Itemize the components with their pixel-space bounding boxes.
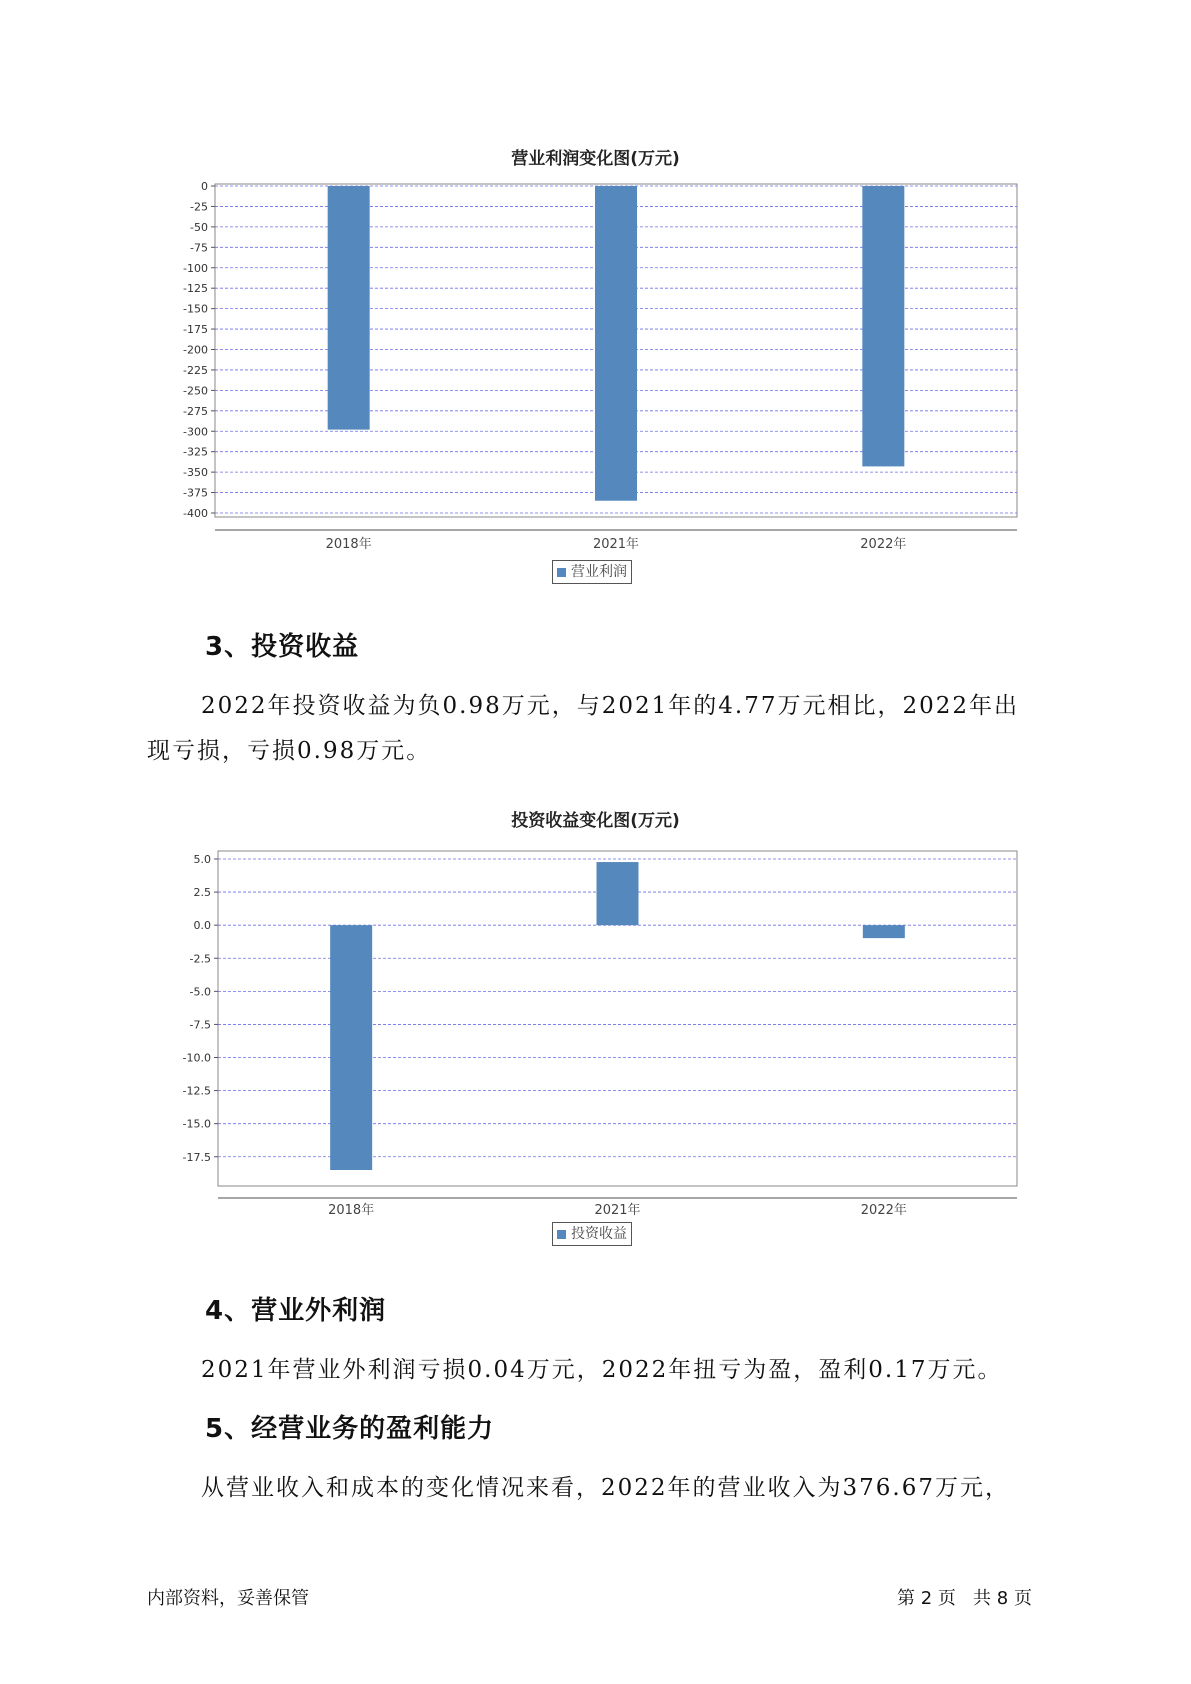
- legend-swatch: [557, 1230, 566, 1239]
- chart2-title: 投资收益变化图(万元): [511, 811, 680, 831]
- bar-2021年: [597, 862, 639, 925]
- y-tick-label: -25: [190, 200, 208, 214]
- chart2-legend-label: 投资收益: [571, 1226, 627, 1242]
- y-tick-label: 0.0: [193, 919, 211, 933]
- y-tick-label: -350: [183, 466, 208, 480]
- y-tick-label: -325: [183, 445, 208, 459]
- chart1-legend-label: 营业利润: [571, 564, 627, 580]
- section-3-paragraph-line1: 2022年投资收益为负0.98万元，与2021年的4.77万元相比，2022年出: [201, 693, 1020, 719]
- y-tick-label: -100: [183, 261, 208, 275]
- y-tick-label: -2.5: [189, 952, 211, 966]
- bar-2018年: [330, 925, 372, 1170]
- y-tick-label: -200: [183, 343, 208, 357]
- y-tick-label: -225: [183, 363, 208, 377]
- footer-confidential-note: 内部资料，妥善保管: [147, 1588, 309, 1609]
- chart1-title: 营业利润变化图(万元): [511, 149, 680, 169]
- y-tick-label: -7.5: [189, 1018, 211, 1032]
- y-tick-label: -50: [190, 220, 208, 234]
- section-4-heading: 4、营业外利润: [205, 1296, 387, 1326]
- bar-2022年: [863, 925, 905, 938]
- x-category-label: 2018年: [325, 537, 372, 552]
- x-category-label: 2022年: [860, 537, 907, 552]
- section-3-paragraph-line2: 现亏损，亏损0.98万元。: [147, 738, 432, 764]
- y-tick-label: -300: [183, 425, 208, 439]
- y-tick-label: -250: [183, 384, 208, 398]
- y-tick-label: -12.5: [182, 1084, 211, 1098]
- y-tick-label: -175: [183, 323, 208, 337]
- y-tick-label: -125: [183, 282, 208, 296]
- y-tick-label: -400: [183, 507, 208, 520]
- y-tick-label: -17.5: [182, 1150, 211, 1164]
- y-tick-label: -150: [183, 302, 208, 316]
- y-tick-label: -275: [183, 404, 208, 418]
- y-tick-label: 5.0: [193, 853, 211, 866]
- y-tick-label: -75: [190, 241, 208, 255]
- section-5-paragraph: 从营业收入和成本的变化情况来看，2022年的营业收入为376.67万元，: [201, 1475, 1011, 1501]
- x-category-label: 2021年: [592, 537, 640, 552]
- chart2-legend: [552, 1222, 632, 1246]
- y-tick-label: 0: [201, 180, 208, 193]
- footer-page-number: 第 2 页 共 8 页: [897, 1588, 1032, 1609]
- x-category-label: 2018年: [328, 1203, 375, 1218]
- y-tick-label: -5.0: [189, 985, 211, 999]
- y-tick-label: -10.0: [182, 1051, 211, 1065]
- y-tick-label: -375: [183, 486, 208, 500]
- y-tick-label: -15.0: [182, 1117, 211, 1131]
- section-5-heading: 5、经营业务的盈利能力: [205, 1414, 495, 1444]
- x-category-label: 2021年: [594, 1203, 641, 1218]
- section-3-heading: 3、投资收益: [205, 632, 360, 662]
- x-category-label: 2022年: [860, 1203, 907, 1218]
- y-tick-label: 2.5: [193, 886, 211, 900]
- section-4-paragraph: 2021年营业外利润亏损0.04万元，2022年扭亏为盈，盈利0.17万元。: [201, 1357, 1003, 1383]
